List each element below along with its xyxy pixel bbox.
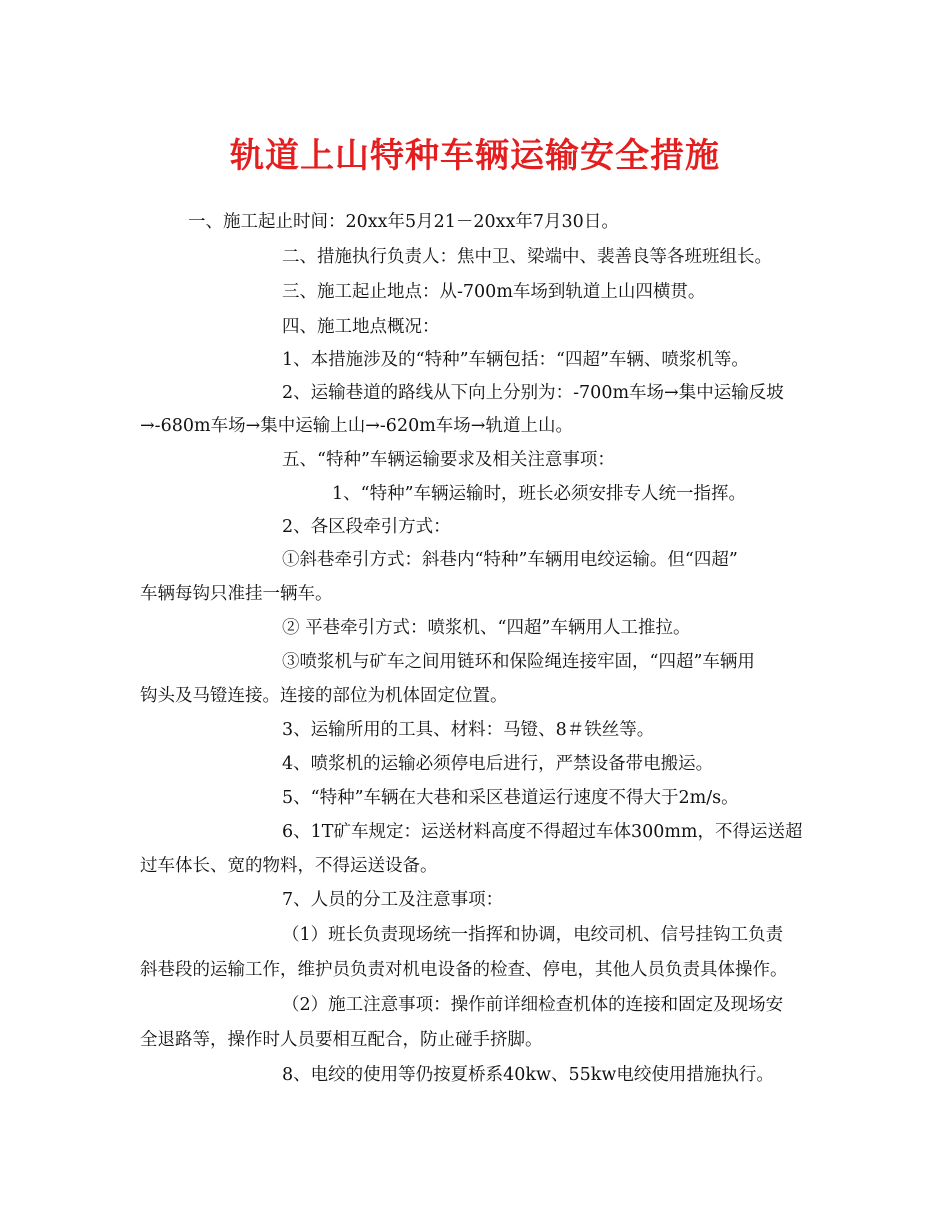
- paragraph-line: 二、措施执行负责人：焦中卫、梁端中、裴善良等各班班组长。: [282, 247, 772, 267]
- paragraph-line: 6、1T矿车规定：运送材料高度不得超过车体300mm，不得运送超: [282, 822, 803, 842]
- paragraph-line: 车辆每钩只准挂一辆车。: [140, 584, 333, 604]
- paragraph-line: 5、“特种”车辆在大巷和采区巷道运行速度不得大于2m/s。: [282, 788, 739, 808]
- paragraph-line: 钩头及马镫连接。连接的部位为机体固定位置。: [140, 686, 508, 706]
- paragraph-line: 2、各区段牵引方式：: [282, 517, 451, 537]
- paragraph-line: 1、本措施涉及的“特种”车辆包括：“四超”车辆、喷浆机等。: [282, 350, 749, 370]
- paragraph-line: 四、施工地点概况：: [282, 317, 440, 337]
- paragraph-line: 一、施工起止时间：20xx年5月21－20xx年7月30日。: [188, 212, 619, 232]
- paragraph-line: 三、施工起止地点：从-700m车场到轨道上山四横贯。: [282, 282, 706, 302]
- document-title: 轨道上山特种车辆运输安全措施: [230, 136, 720, 176]
- paragraph-line: 五、“特种”车辆运输要求及相关注意事项：: [282, 450, 615, 470]
- paragraph-line: （2）施工注意事项：操作前详细检查机体的连接和固定及现场安: [282, 995, 784, 1015]
- paragraph-line: ③喷浆机与矿车之间用链环和保险绳连接牢固，“四超”车辆用: [282, 652, 755, 672]
- paragraph-line: 7、人员的分工及注意事项：: [282, 890, 504, 910]
- paragraph-line: 8、电绞的使用等仍按夏桥系40kw、55kw电绞使用措施执行。: [282, 1065, 774, 1085]
- paragraph-line: ② 平巷牵引方式：喷浆机、“四超”车辆用人工推拉。: [282, 618, 691, 638]
- paragraph-line: 2、运输巷道的路线从下向上分别为：-700m车场→集中运输反坡: [282, 383, 784, 403]
- paragraph-line: 4、喷浆机的运输必须停电后进行，严禁设备带电搬运。: [282, 754, 714, 774]
- paragraph-line: 3、运输所用的工具、材料：马镫、8＃铁丝等。: [282, 720, 655, 740]
- paragraph-line: 斜巷段的运输工作，维护员负责对机电设备的检查、停电，其他人员负责具体操作。: [140, 960, 788, 980]
- paragraph-line: 全退路等，操作时人员要相互配合，防止碰手挤脚。: [140, 1030, 543, 1050]
- paragraph-line: （1）班长负责现场统一指挥和协调，电绞司机、信号挂钩工负责: [282, 925, 784, 945]
- paragraph-line: →-680m车场→集中运输上山→-620m车场→轨道上山。: [140, 416, 573, 436]
- paragraph-line: ①斜巷牵引方式：斜巷内“特种”车辆用电绞运输。但“四超”: [282, 550, 738, 570]
- paragraph-line: 过车体长、宽的物料，不得运送设备。: [140, 856, 438, 876]
- paragraph-line: 1、“特种”车辆运输时，班长必须安排专人统一指挥。: [332, 484, 747, 504]
